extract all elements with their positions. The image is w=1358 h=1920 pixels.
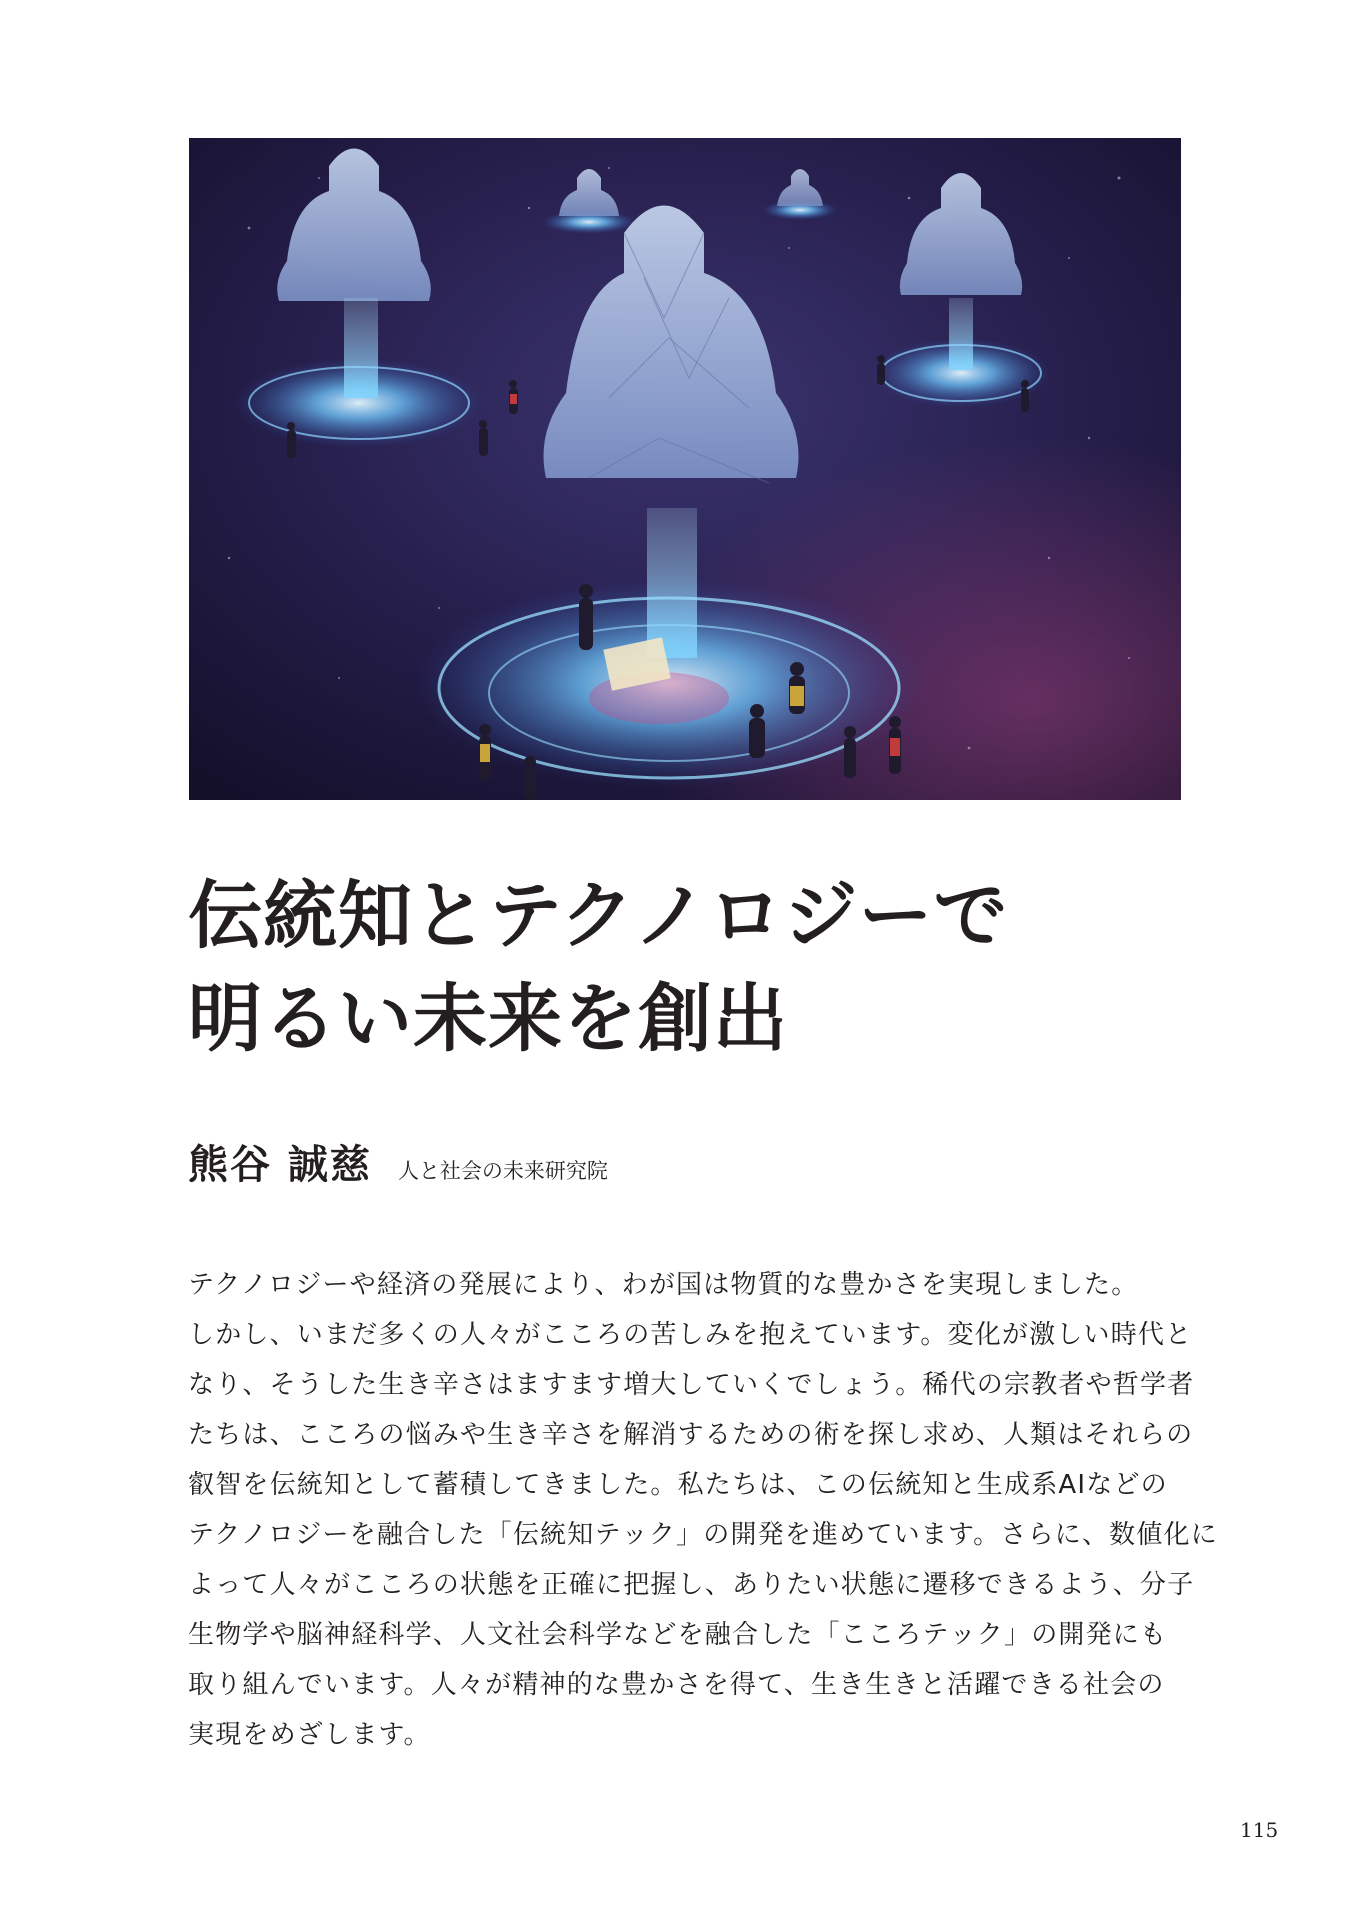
article-title bbox=[188, 865, 1188, 1071]
body-line: 叡智を伝統知として蓄積してきました。私たちは、この伝統知と生成系AIなどの bbox=[188, 1470, 1168, 1500]
body-line: たちは、こころの悩みや生き辛さを解消するための術を探し求め、人類はそれらの bbox=[188, 1420, 1194, 1450]
body-line: テクノロジーや経済の発展により、わが国は物質的な豊かさを実現しました。 bbox=[188, 1270, 1139, 1300]
author-name: 熊谷 誠慈 bbox=[188, 1142, 372, 1188]
body-line: なり、そうした生き辛さはますます増大していくでしょう。稀代の宗教者や哲学者 bbox=[188, 1370, 1195, 1400]
page-number: 115 bbox=[1240, 1818, 1279, 1842]
body-line: 取り組んでいます。人々が精神的な豊かさを得て、生き生きと活躍できる社会の bbox=[188, 1670, 1165, 1700]
body-line: 生物学や脳神経科学、人文社会科学などを融合した「こころテック」の開発にも bbox=[188, 1620, 1168, 1650]
body-line: 実現をめざします。 bbox=[188, 1720, 431, 1750]
body-paragraph bbox=[188, 1260, 1218, 1760]
buddha-statues-illustration bbox=[189, 138, 1181, 800]
author-block bbox=[188, 1133, 1088, 1193]
body-line: よって人々がこころの状態を正確に把握し、ありたい状態に遷移できるよう、分子 bbox=[188, 1570, 1195, 1600]
title-line-1: 伝統知とテクノロジーで bbox=[188, 873, 1009, 959]
body-line: しかし、いまだ多くの人々がこころの苦しみを抱えています。変化が激しい時代と bbox=[188, 1320, 1193, 1350]
title-line-2: 明るい未来を創出 bbox=[188, 976, 788, 1062]
author-affiliation: 人と社会の未来研究院 bbox=[397, 1159, 608, 1183]
hero-illustration bbox=[189, 138, 1181, 800]
body-line: テクノロジーを融合した「伝統知テック」の開発を進めています。さらに、数値化に bbox=[188, 1520, 1218, 1550]
